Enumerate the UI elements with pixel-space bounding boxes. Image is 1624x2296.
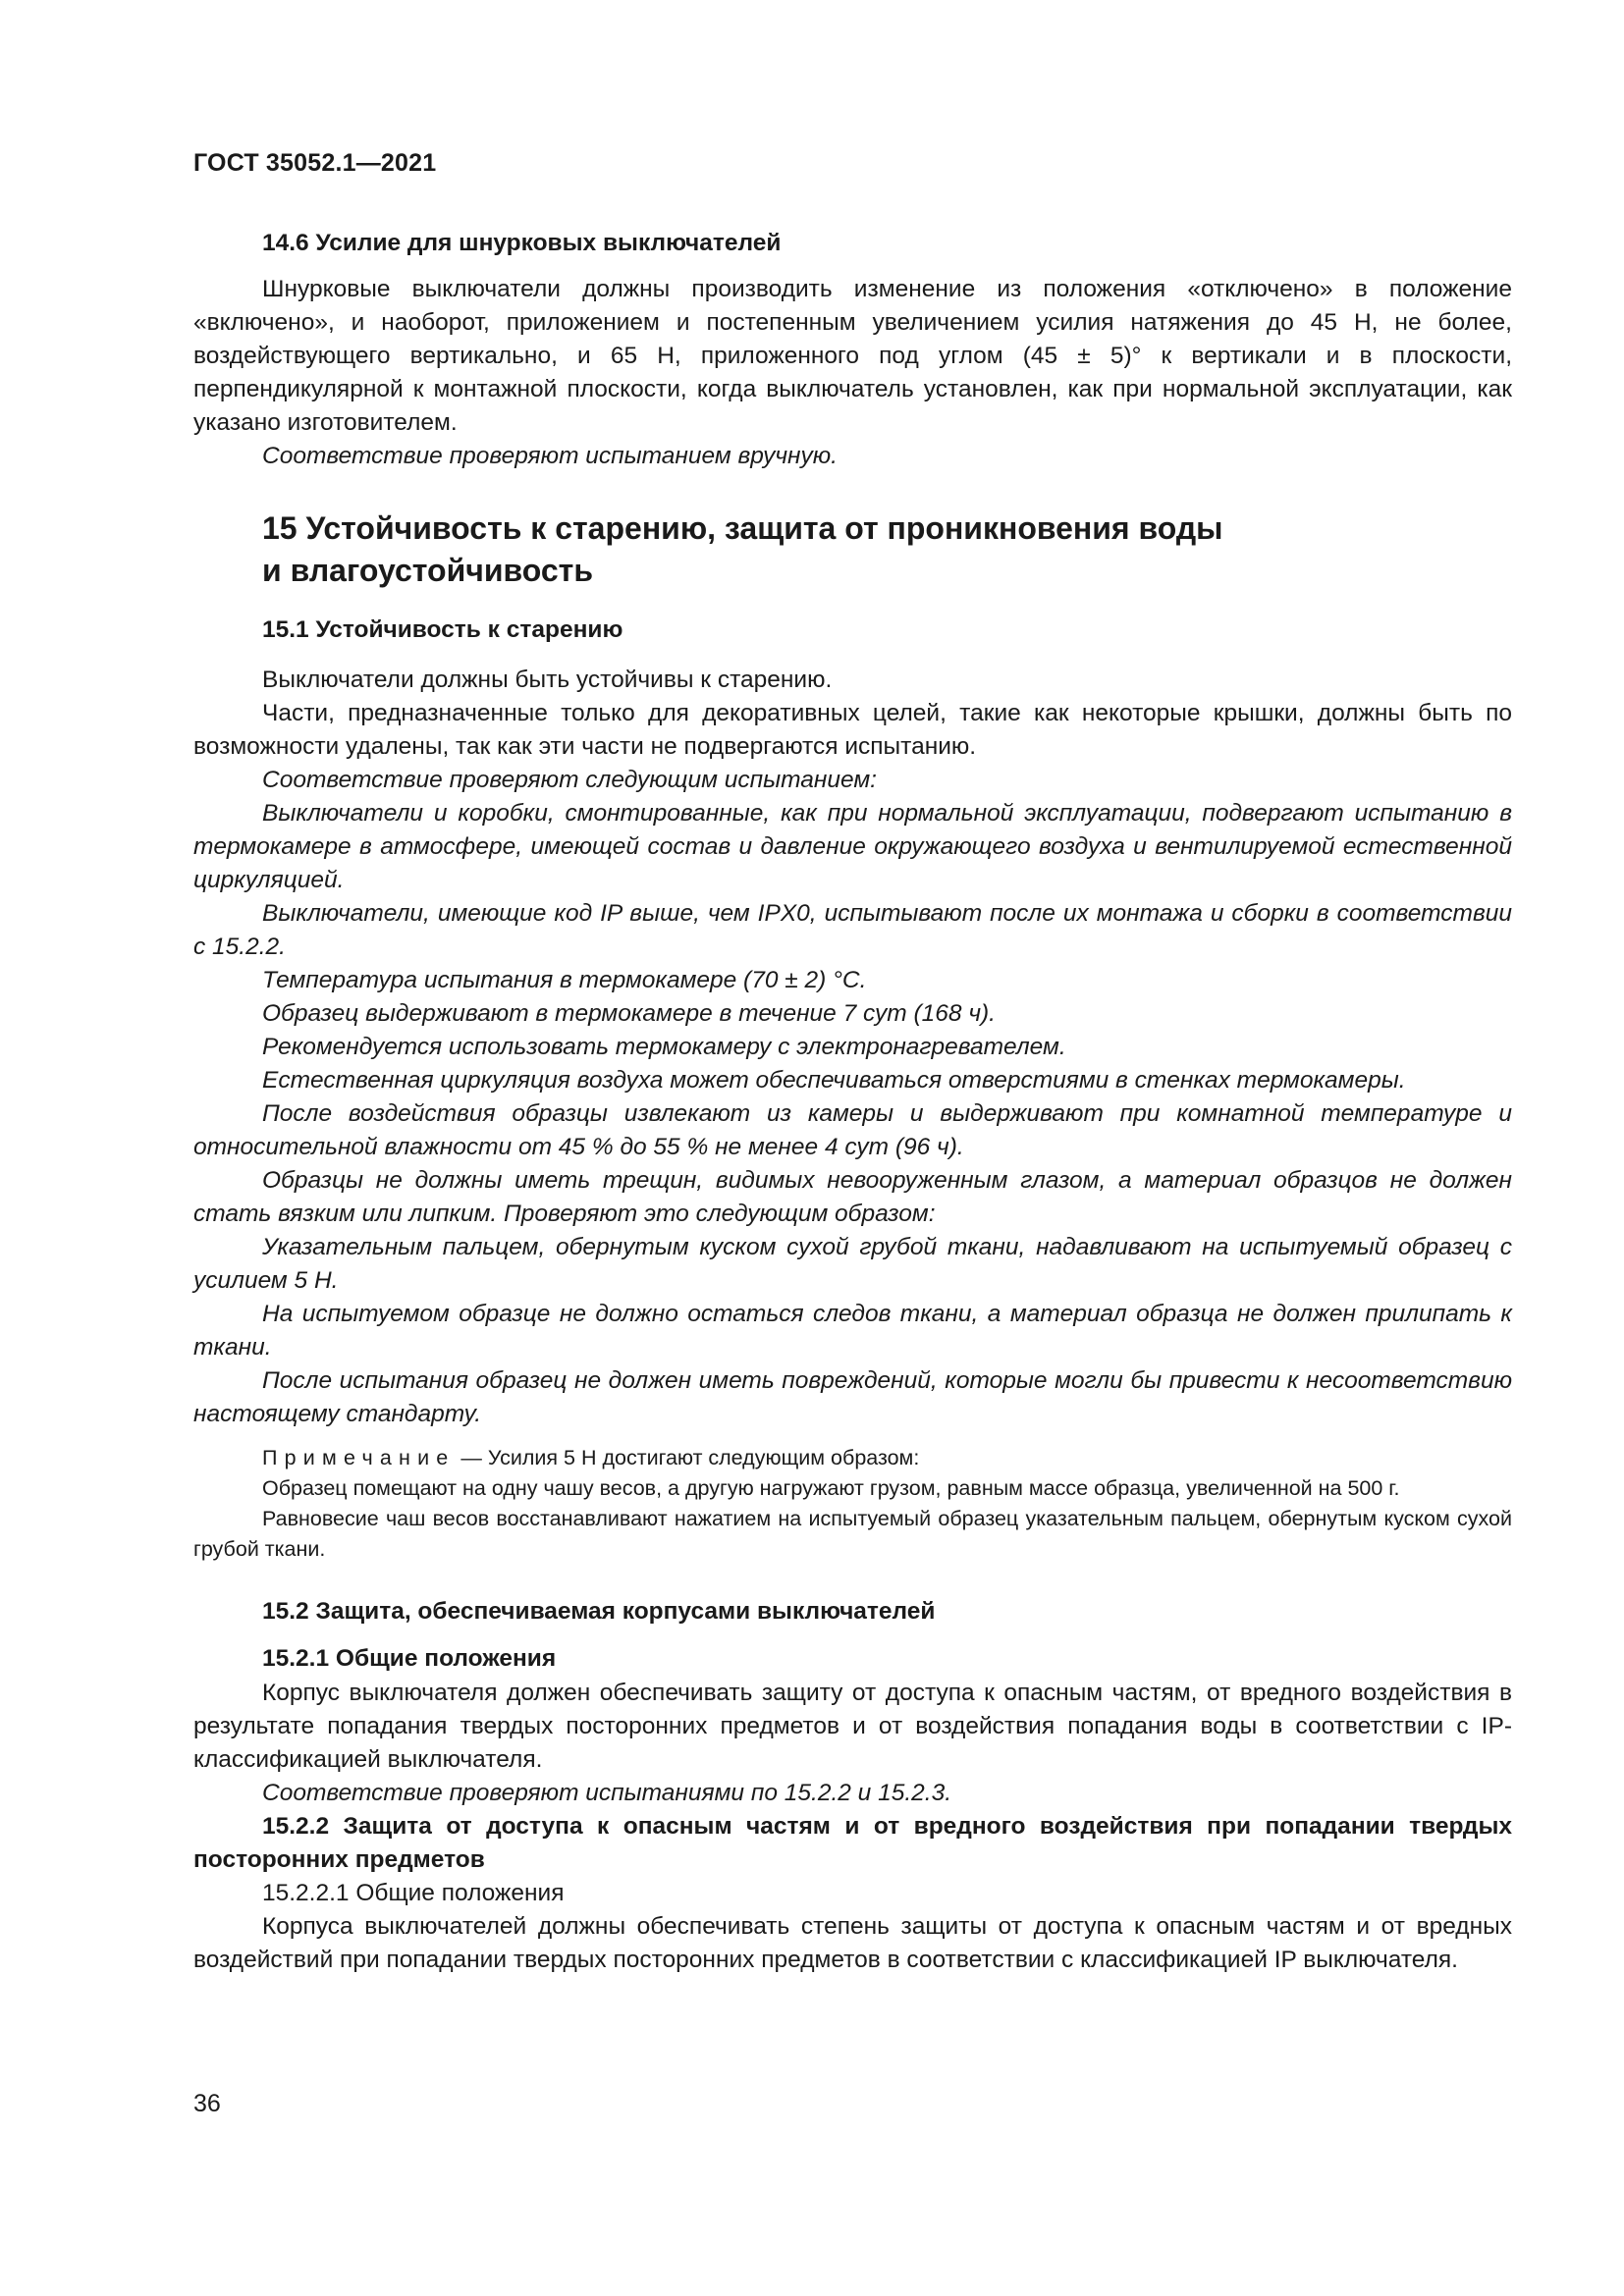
section-15-1-test-paragraph: На испытуемом образце не должно остаться следов ткани, а материал образца не должен прилипать к ткани.	[193, 1301, 1512, 1361]
section-15-1-paragraph: Выключатели должны быть устойчивы к старению.	[262, 667, 833, 693]
section-14-6-compliance: Соответствие проверяют испытанием вручную.	[262, 443, 838, 469]
section-15-2-1-title: 15.2.1 Общие положения	[262, 1645, 557, 1672]
note-label: Примечание	[262, 1446, 456, 1469]
section-15-title-line-2: и влагоустойчивость	[262, 553, 593, 588]
section-15-2-2-1-title: 15.2.2.1 Общие положения	[262, 1880, 565, 1906]
section-15-1-test-paragraph: После воздействия образцы извлекают из камеры и выдерживают при комнатной температуре и относительной влажности от 45 % до 55 % не менее 4 сут (96 ч).	[193, 1100, 1512, 1160]
document-body	[193, 226, 1512, 1977]
section-15-1-test-paragraph: Выключатели и коробки, смонтированные, как при нормальной эксплуатации, подвергают испытанию в термокамере в атмосфере, имеющей состав и давление окружающего воздуха и вентилируемой естественной циркуляцией.	[193, 800, 1512, 893]
page-number: 36	[193, 2090, 221, 2117]
section-15-1-test-paragraph: Образец выдерживают в термокамере в течение 7 сут (168 ч).	[262, 1000, 996, 1027]
section-15-1-title: 15.1 Устойчивость к старению	[262, 616, 623, 643]
section-15-2-2-1-paragraph: Корпуса выключателей должны обеспечивать степень защиты от доступа к опасным частям и от вредных воздействий при попадании твердых посторонних предметов в соответствии с классификацией IP выключателя.	[193, 1913, 1512, 1973]
section-15-1-paragraph: Части, предназначенные только для декоративных целей, такие как некоторые крышки, должны быть по возможности удалены, так как эти части не подвергаются испытанию.	[193, 700, 1512, 760]
section-15-2-1-paragraph: Корпус выключателя должен обеспечивать защиту от доступа к опасным частям, от вредного воздействия в результате попадания твердых посторонних предметов и от воздействия попадания воды в соответствии с IP-классификацией выключателя.	[193, 1680, 1512, 1773]
section-15-1-test-paragraph: Указательным пальцем, обернутым куском сухой грубой ткани, надавливают на испытуемый образец с усилием 5 Н.	[193, 1234, 1512, 1294]
section-15-1-test-paragraph: Естественная циркуляция воздуха может обеспечиваться отверстиями в стенках термокамеры.	[262, 1067, 1406, 1094]
section-15-1-test-paragraph: Выключатели, имеющие код IP выше, чем IPX0, испытывают после их монтажа и сборки в соответствии с 15.2.2.	[193, 900, 1512, 960]
section-15-title-line-1: 15 Устойчивость к старению, защита от проникновения воды	[262, 510, 1223, 546]
section-15-1-test-paragraph: Соответствие проверяют следующим испытанием:	[262, 767, 877, 793]
section-14-6-paragraph: Шнурковые выключатели должны производить изменение из положения «отключено» в положение «включено», и наоборот, приложением и постепенным увеличением усилия натяжения до 45 Н, не более, воздействующего вертикально, и 65 Н, приложенного под углом (45 ± 5)° к вертикали и в плоскости, перпендикулярной к монтажной плоскости, когда выключатель установлен, как при нормальной эксплуатации, как указано изготовителем.	[193, 276, 1512, 436]
document-header: ГОСТ 35052.1—2021	[193, 149, 437, 177]
section-15-2-title: 15.2 Защита, обеспечиваемая корпусами выключателей	[262, 1598, 936, 1625]
section-15-2-2-title: 15.2.2 Защита от доступа к опасным частям и от вредного воздействия при попадании твердых посторонних предметов	[193, 1813, 1512, 1873]
note	[193, 1443, 1512, 1473]
section-14-6-title: 14.6 Усилие для шнурковых выключателей	[262, 230, 782, 256]
section-15-2-1-compliance: Соответствие проверяют испытаниями по 15.2.2 и 15.2.3.	[262, 1780, 952, 1806]
note-line: Образец помещают на одну чашу весов, а другую нагружают грузом, равным массе образца, увеличенной на 500 г.	[262, 1476, 1400, 1500]
section-15-1-test-paragraph: Температура испытания в термокамере (70 ± 2) °С.	[262, 967, 867, 993]
section-15-1-test-paragraph: Образцы не должны иметь трещин, видимых невооруженным глазом, а материал образцов не должен стать вязким или липким. Проверяют это следующим образом:	[193, 1167, 1512, 1227]
section-15-1-test-paragraph: После испытания образец не должен иметь повреждений, которые могли бы привести к несоответствию настоящему стандарту.	[193, 1367, 1512, 1427]
section-15-1-test-paragraph: Рекомендуется использовать термокамеру с электронагревателем.	[262, 1034, 1066, 1060]
note-line: Равновесие чаш весов восстанавливают нажатием на испытуемый образец указательным пальцем, обернутым куском сухой грубой ткани.	[193, 1507, 1512, 1561]
note-text: — Усилия 5 Н достигают следующим образом:	[455, 1446, 920, 1469]
